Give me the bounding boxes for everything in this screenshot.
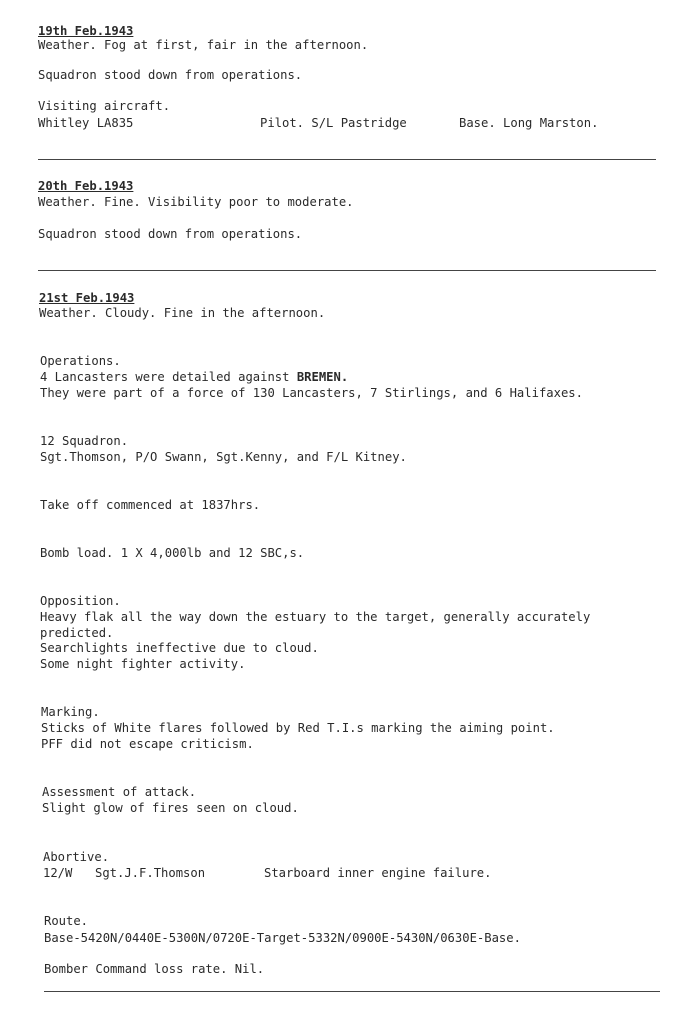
opposition-line: Heavy flak all the way down the estuary to the target, generally accurately bbox=[40, 610, 591, 624]
weather-line: Weather. Fine. Visibility poor to moderate. bbox=[38, 195, 354, 209]
route-line: Base-5420N/0440E-5300N/0720E-Target-5332N/0900E-5430N/0630E-Base. bbox=[44, 931, 521, 945]
loss-rate-line: Bomber Command loss rate. Nil. bbox=[44, 962, 265, 976]
weather-line: Weather. Fog at first, fair in the afternoon. bbox=[38, 38, 369, 52]
crews-line: Sgt.Thomson, P/O Swann, Sgt.Kenny, and F/L Kitney. bbox=[40, 450, 407, 464]
entry-date: 21st Feb.1943 bbox=[39, 291, 135, 305]
operations-detail-text: 4 Lancasters were detailed against bbox=[40, 370, 297, 384]
abortive-aircraft: 12/W bbox=[43, 866, 73, 880]
assessment-heading: Assessment of attack. bbox=[42, 785, 197, 799]
visiting-base: Base. Long Marston. bbox=[459, 116, 599, 130]
squadron-heading: 12 Squadron. bbox=[40, 434, 129, 448]
visiting-heading: Visiting aircraft. bbox=[38, 99, 171, 113]
abortive-heading: Abortive. bbox=[43, 850, 110, 864]
entry-date: 19th Feb.1943 bbox=[38, 24, 134, 38]
takeoff-line: Take off commenced at 1837hrs. bbox=[40, 498, 261, 512]
abortive-reason: Starboard inner engine failure. bbox=[264, 866, 492, 880]
opposition-line: predicted. bbox=[40, 626, 114, 640]
target-name: BREMEN. bbox=[296, 370, 349, 384]
visiting-pilot: Pilot. S/L Pastridge bbox=[260, 116, 407, 130]
opposition-heading: Opposition. bbox=[40, 594, 121, 608]
opposition-line: Some night fighter activity. bbox=[40, 657, 246, 671]
force-line: They were part of a force of 130 Lancasters, 7 Stirlings, and 6 Halifaxes. bbox=[40, 386, 583, 400]
bomb-load-line: Bomb load. 1 X 4,000lb and 12 SBC,s. bbox=[40, 546, 305, 560]
operations-heading: Operations. bbox=[40, 354, 121, 368]
assessment-line: Slight glow of fires seen on cloud. bbox=[42, 801, 299, 815]
abortive-crew: Sgt.J.F.Thomson bbox=[95, 866, 206, 880]
divider bbox=[44, 991, 660, 992]
opposition-line: Searchlights ineffective due to cloud. bbox=[40, 641, 319, 655]
marking-line: PFF did not escape criticism. bbox=[41, 737, 254, 751]
status-line: Squadron stood down from operations. bbox=[38, 68, 303, 82]
operations-detail bbox=[40, 370, 348, 386]
divider bbox=[38, 159, 656, 160]
marking-line: Sticks of White flares followed by Red T.I.s marking the aiming point. bbox=[41, 721, 555, 735]
entry-date: 20th Feb.1943 bbox=[38, 179, 134, 193]
divider bbox=[38, 270, 656, 271]
visiting-aircraft: Whitley LA835 bbox=[38, 116, 134, 130]
marking-heading: Marking. bbox=[41, 705, 100, 719]
status-line: Squadron stood down from operations. bbox=[38, 227, 303, 241]
weather-line: Weather. Cloudy. Fine in the afternoon. bbox=[39, 306, 326, 320]
route-heading: Route. bbox=[44, 914, 89, 928]
